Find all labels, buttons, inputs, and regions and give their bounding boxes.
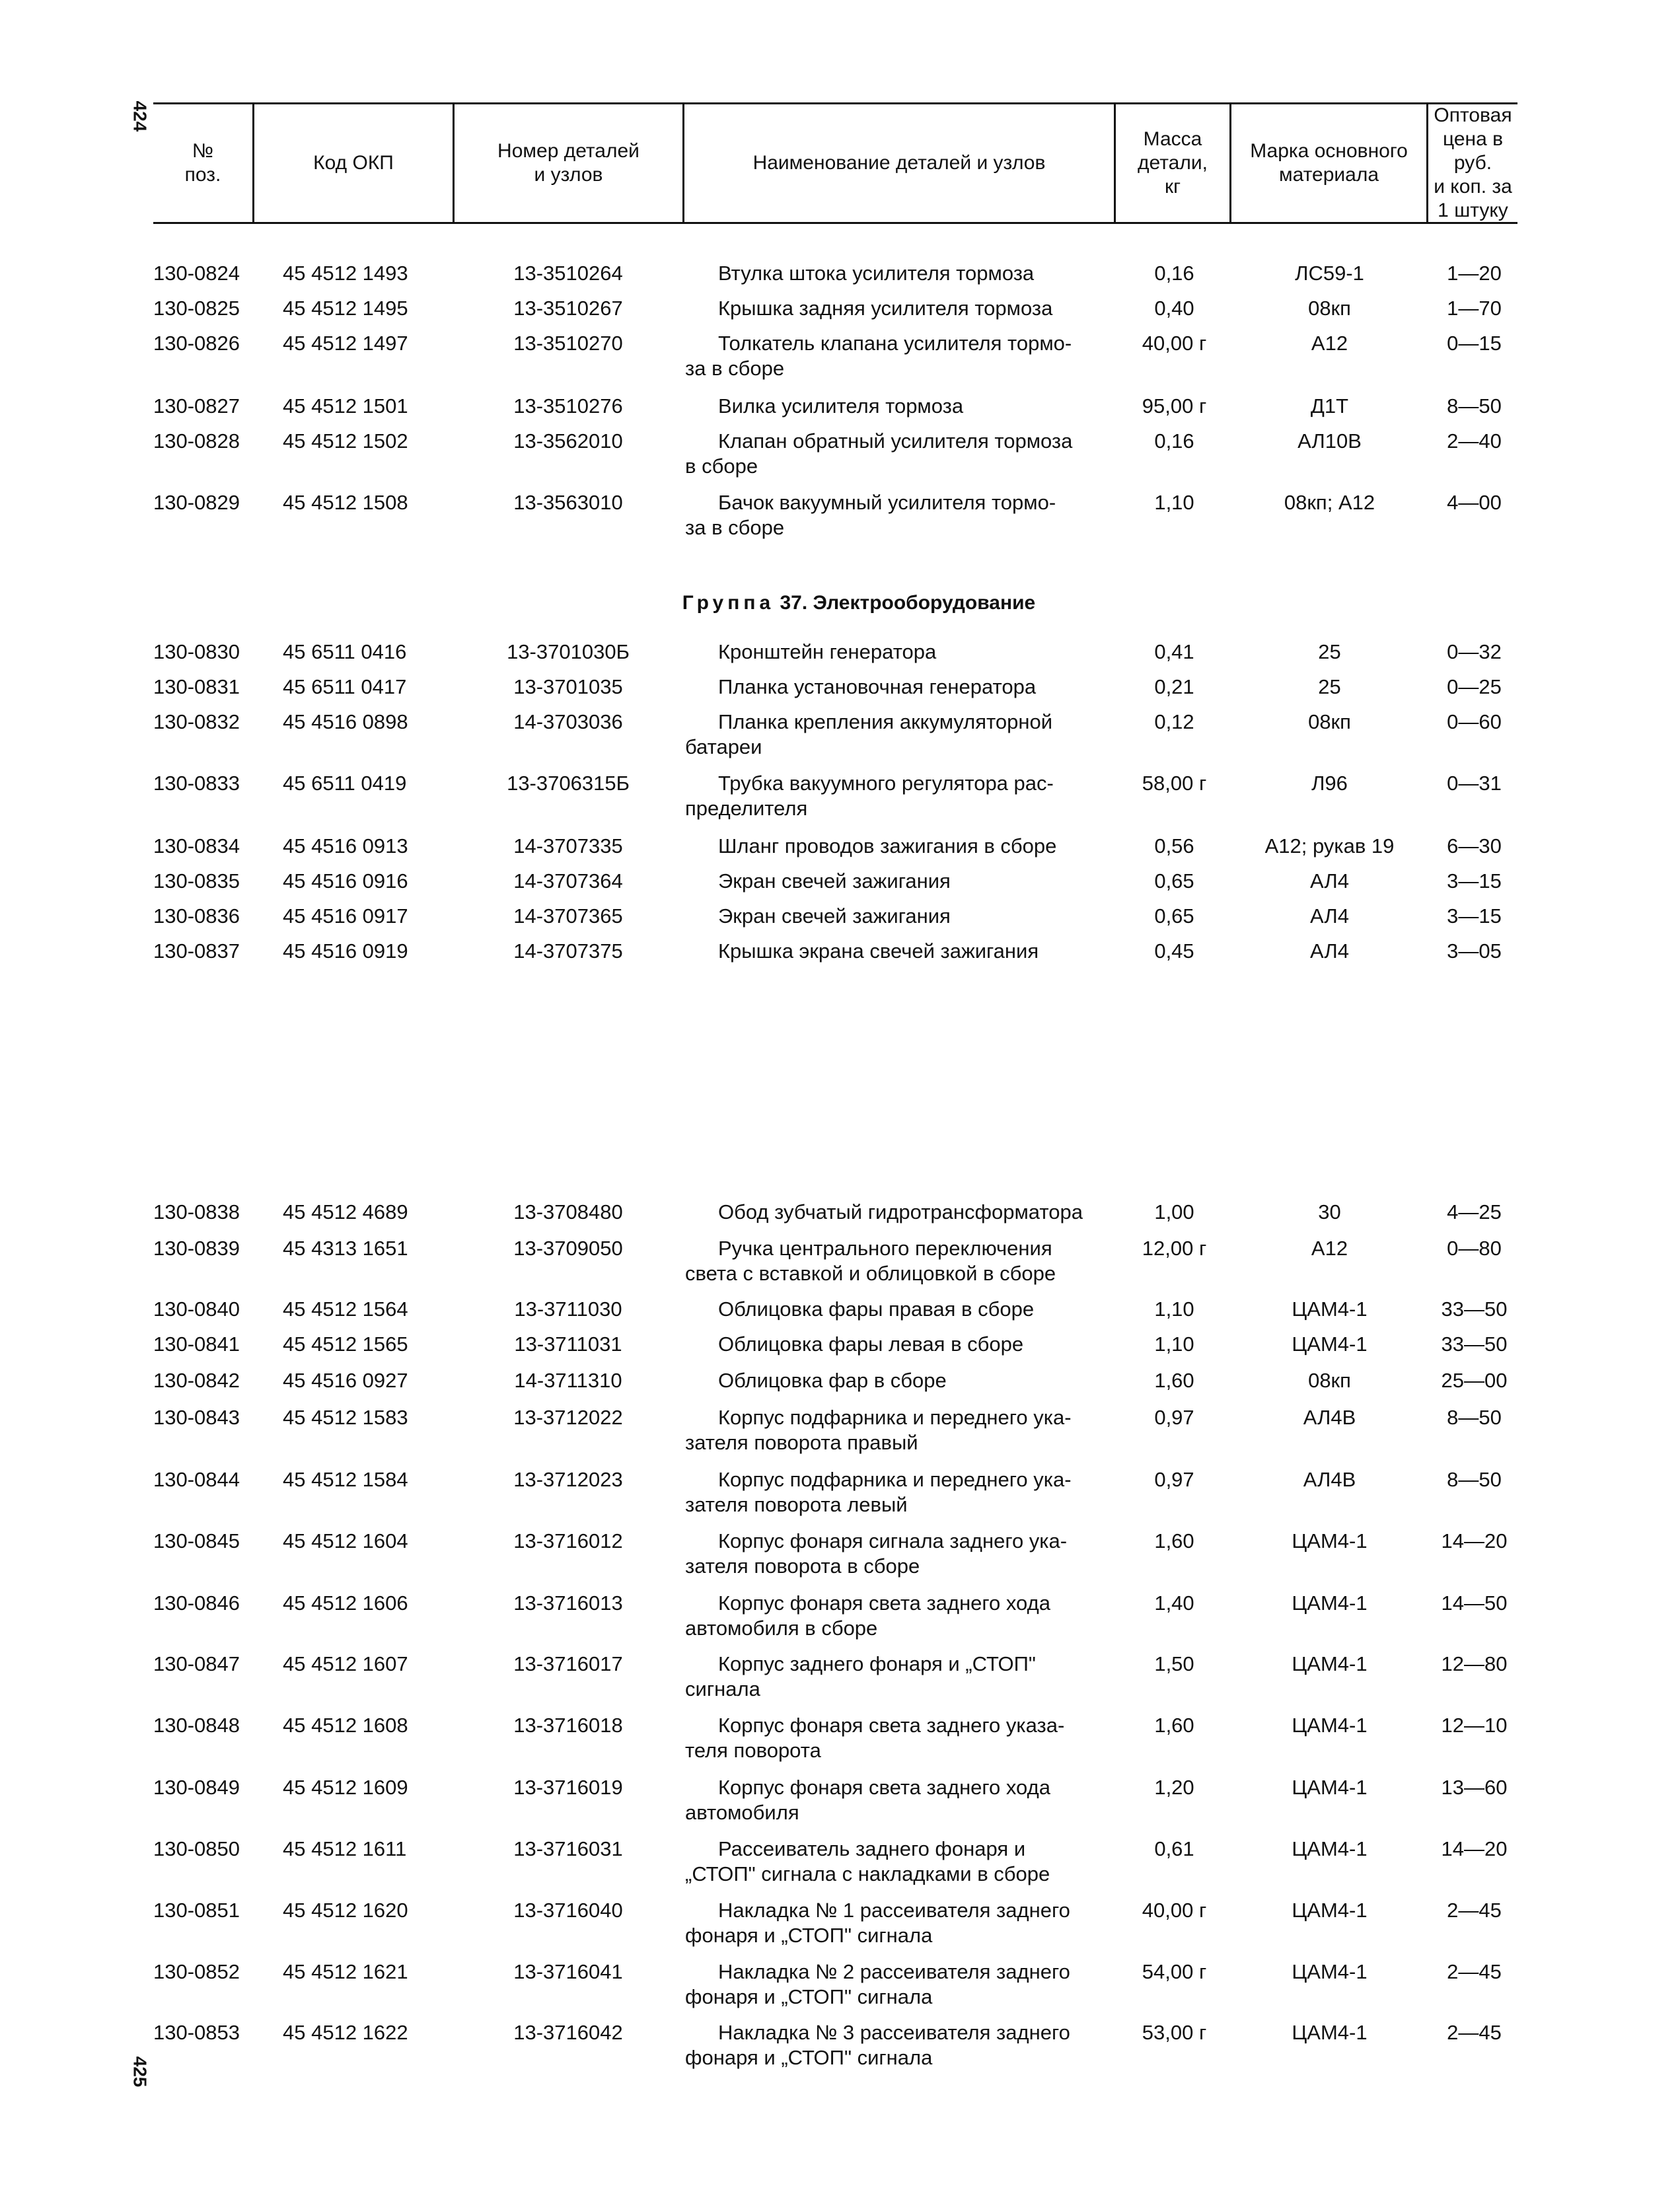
mass-cell: 0,97 <box>1154 1468 1194 1491</box>
part-name-cell <box>685 939 1108 964</box>
header-mass: Масса детали, кг <box>1138 128 1208 198</box>
material-cell: А12; рукав 19 <box>1264 834 1395 857</box>
price-cell: 2—45 <box>1447 1899 1502 1922</box>
price-cell: 33—50 <box>1441 1297 1508 1321</box>
mass-cell: 1,10 <box>1154 1297 1194 1321</box>
okp-code-cell: 45 4512 1508 <box>283 491 408 514</box>
part-name-line-1: Экран свечей зажигания <box>718 904 951 928</box>
price-cell: 2—45 <box>1447 1960 1502 1983</box>
position-cell: 130-0853 <box>153 2021 240 2044</box>
part-name-line-1: Крышка экрана свечей зажигания <box>718 939 1039 963</box>
material-cell: 30 <box>1318 1200 1341 1223</box>
position-cell: 130-0836 <box>153 904 240 928</box>
part-name-cell <box>685 1713 1108 1763</box>
part-name-line-1: Втулка штока усилителя тормоза <box>718 262 1035 285</box>
mass-cell: 95,00 г <box>1142 394 1207 418</box>
mass-cell: 1,10 <box>1154 491 1194 514</box>
part-name-cell <box>685 1898 1108 1948</box>
part-name-line-2: зателя поворота левый <box>685 1493 908 1516</box>
material-cell: АЛ4 <box>1310 904 1349 928</box>
material-cell: А12 <box>1311 1237 1348 1260</box>
price-cell: 14—20 <box>1441 1837 1508 1860</box>
part-name-cell <box>685 490 1108 540</box>
part-name-line-2: автомобиля <box>685 1801 799 1824</box>
part-name-line-1: Планка крепления аккумуляторной <box>718 710 1053 733</box>
part-name-line-1: Ручка центрального переключения <box>718 1237 1052 1260</box>
okp-code-cell: 45 4512 4689 <box>283 1200 408 1223</box>
part-name-line-1: Вилка усилителя тормоза <box>718 394 964 418</box>
material-cell: ЦАМ4-1 <box>1292 1332 1368 1356</box>
header-material: Марка основного материала <box>1250 140 1408 186</box>
mass-cell: 1,40 <box>1154 1591 1194 1615</box>
part-number-cell: 13-3716042 <box>513 2021 623 2044</box>
header-part-number: Номер деталей и узлов <box>497 140 639 186</box>
material-cell: 25 <box>1318 640 1341 663</box>
part-name-line-1: Корпус заднего фонаря и „СТОП" <box>718 1652 1036 1675</box>
part-name-cell <box>685 261 1108 286</box>
price-cell: 1—70 <box>1447 297 1502 320</box>
price-cell: 0—80 <box>1447 1237 1502 1260</box>
position-cell: 130-0832 <box>153 710 240 733</box>
mass-cell: 54,00 г <box>1142 1960 1207 1983</box>
price-cell: 1—20 <box>1447 262 1502 285</box>
position-cell: 130-0826 <box>153 332 240 355</box>
part-name-line-1: Облицовка фары левая в сборе <box>718 1332 1024 1356</box>
part-name-line-1: Экран свечей зажигания <box>718 869 951 893</box>
part-name-cell <box>685 639 1108 665</box>
part-number-cell: 13-3712022 <box>513 1406 623 1429</box>
mass-cell: 1,00 <box>1154 1200 1194 1223</box>
part-name-line-1: Корпус фонаря света заднего указа- <box>718 1714 1065 1737</box>
part-number-cell: 13-3510276 <box>513 394 623 418</box>
mass-cell: 12,00 г <box>1142 1237 1207 1260</box>
okp-code-cell: 45 4512 1620 <box>283 1899 408 1922</box>
part-name-line-1: Корпус фонаря сигнала заднего ука- <box>718 1529 1068 1552</box>
part-name-cell <box>685 331 1108 381</box>
position-cell: 130-0831 <box>153 675 240 698</box>
price-cell: 2—45 <box>1447 2021 1502 2044</box>
okp-code-cell: 45 4516 0917 <box>283 904 408 928</box>
mass-cell: 0,45 <box>1154 939 1194 963</box>
part-name-cell <box>685 1652 1108 1702</box>
part-name-line-1: Кронштейн генератора <box>718 640 937 663</box>
position-cell: 130-0837 <box>153 939 240 963</box>
part-name-line-2: батареи <box>685 735 762 758</box>
position-cell: 130-0825 <box>153 297 240 320</box>
position-cell: 130-0829 <box>153 491 240 514</box>
okp-code-cell: 45 4512 1622 <box>283 2021 408 2044</box>
part-name-line-1: Планка установочная генератора <box>718 675 1037 698</box>
part-name-line-2: фонаря и „СТОП" сигнала <box>685 2046 933 2069</box>
position-cell: 130-0824 <box>153 262 240 285</box>
position-cell: 130-0846 <box>153 1591 240 1615</box>
price-cell: 14—50 <box>1441 1591 1508 1615</box>
part-number-cell: 13-3716041 <box>513 1960 623 1983</box>
part-name-line-1: Трубка вакуумного регулятора рас- <box>718 772 1054 795</box>
mass-cell: 1,60 <box>1154 1714 1194 1737</box>
position-cell: 130-0830 <box>153 640 240 663</box>
position-cell: 130-0844 <box>153 1468 240 1491</box>
part-name-cell <box>685 1200 1108 1225</box>
part-name-cell <box>685 1297 1108 1322</box>
okp-code-cell: 45 4512 1608 <box>283 1714 408 1737</box>
part-name-line-1: Облицовка фар в сборе <box>718 1369 947 1392</box>
price-cell: 0—25 <box>1447 675 1502 698</box>
part-name-line-1: Корпус подфарника и переднего ука- <box>718 1406 1072 1429</box>
mass-cell: 1,60 <box>1154 1529 1194 1552</box>
mass-cell: 0,12 <box>1154 710 1194 733</box>
part-name-line-2: за в сборе <box>685 357 785 380</box>
mass-cell: 40,00 г <box>1142 332 1207 355</box>
part-number-cell: 13-3716013 <box>513 1591 623 1615</box>
position-cell: 130-0839 <box>153 1237 240 1260</box>
part-number-cell: 13-3708480 <box>513 1200 623 1223</box>
mass-cell: 0,65 <box>1154 869 1194 893</box>
position-cell: 130-0851 <box>153 1899 240 1922</box>
position-cell: 130-0834 <box>153 834 240 857</box>
part-name-line-1: Корпус фонаря света заднего хода <box>718 1591 1050 1615</box>
price-cell: 12—10 <box>1441 1714 1508 1737</box>
okp-code-cell: 45 4516 0916 <box>283 869 408 893</box>
mass-cell: 0,21 <box>1154 675 1194 698</box>
part-name-cell <box>685 1529 1108 1579</box>
header-okp-code: Код ОКП <box>313 152 394 174</box>
page-number-right: 425 <box>129 2056 151 2088</box>
mass-cell: 53,00 г <box>1142 2021 1207 2044</box>
position-cell: 130-0838 <box>153 1200 240 1223</box>
price-cell: 6—30 <box>1447 834 1502 857</box>
position-cell: 130-0835 <box>153 869 240 893</box>
part-number-cell: 13-3712023 <box>513 1468 623 1491</box>
part-name-line-1: Корпус фонаря света заднего хода <box>718 1776 1050 1799</box>
material-cell: АЛ4В <box>1303 1468 1356 1491</box>
part-number-cell: 14-3707375 <box>513 939 623 963</box>
okp-code-cell: 45 4512 1584 <box>283 1468 408 1491</box>
material-cell: 08кп <box>1308 1369 1351 1392</box>
material-cell: ЦАМ4-1 <box>1292 1960 1368 1983</box>
part-number-cell: 14-3707364 <box>513 869 623 893</box>
header-price: Оптовая цена в руб. и коп. за 1 штуку <box>1434 104 1512 221</box>
mass-cell: 1,10 <box>1154 1332 1194 1356</box>
mass-cell: 0,56 <box>1154 834 1194 857</box>
material-cell: А12 <box>1311 332 1348 355</box>
part-number-cell: 13-3701030Б <box>507 640 630 663</box>
mass-cell: 1,50 <box>1154 1652 1194 1675</box>
material-cell: 08кп <box>1308 710 1351 733</box>
okp-code-cell: 45 4512 1609 <box>283 1776 408 1799</box>
part-name-line-1: Бачок вакуумный усилителя тормо- <box>718 491 1056 514</box>
material-cell: АЛ4 <box>1310 869 1349 893</box>
okp-code-cell: 45 4512 1501 <box>283 394 408 418</box>
position-cell: 130-0848 <box>153 1714 240 1737</box>
part-name-cell <box>685 1467 1108 1517</box>
position-cell: 130-0849 <box>153 1776 240 1799</box>
mass-cell: 40,00 г <box>1142 1899 1207 1922</box>
position-cell: 130-0852 <box>153 1960 240 1983</box>
mass-cell: 0,61 <box>1154 1837 1194 1860</box>
position-cell: 130-0840 <box>153 1297 240 1321</box>
mass-cell: 58,00 г <box>1142 772 1207 795</box>
part-name-line-2: „СТОП" сигнала с накладками в сборе <box>685 1862 1050 1885</box>
material-cell: ЛС59-1 <box>1295 262 1364 285</box>
price-cell: 0—60 <box>1447 710 1502 733</box>
part-number-cell: 14-3711310 <box>514 1369 622 1392</box>
position-cell: 130-0827 <box>153 394 240 418</box>
part-name-cell <box>685 2020 1108 2070</box>
part-number-cell: 14-3707365 <box>513 904 623 928</box>
okp-code-cell: 45 4512 1497 <box>283 332 408 355</box>
price-cell: 0—15 <box>1447 332 1502 355</box>
material-cell: ЦАМ4-1 <box>1292 1714 1368 1737</box>
price-cell: 8—50 <box>1447 394 1502 418</box>
part-number-cell: 14-3707335 <box>513 834 623 857</box>
mass-cell: 0,40 <box>1154 297 1194 320</box>
okp-code-cell: 45 6511 0416 <box>283 640 407 663</box>
okp-code-cell: 45 4512 1607 <box>283 1652 408 1675</box>
okp-code-cell: 45 4512 1564 <box>283 1297 408 1321</box>
part-number-cell: 13-3510267 <box>513 297 623 320</box>
part-name-cell <box>685 1591 1108 1641</box>
mass-cell: 1,20 <box>1154 1776 1194 1799</box>
material-cell: ЦАМ4-1 <box>1292 1776 1368 1799</box>
table-header <box>153 102 1517 224</box>
price-cell: 13—60 <box>1441 1776 1508 1799</box>
part-name-line-1: Облицовка фары правая в сборе <box>718 1297 1035 1321</box>
price-cell: 33—50 <box>1441 1332 1508 1356</box>
part-number-cell: 13-3701035 <box>513 675 623 698</box>
part-number-cell: 13-3706315Б <box>507 772 630 795</box>
price-cell: 3—15 <box>1447 869 1502 893</box>
okp-code-cell: 45 4512 1493 <box>283 262 408 285</box>
okp-code-cell: 45 4512 1606 <box>283 1591 408 1615</box>
price-cell: 8—50 <box>1447 1468 1502 1491</box>
group-label: Группа <box>682 592 775 614</box>
part-name-line-2: за в сборе <box>685 516 785 539</box>
part-name-line-1: Крышка задняя усилителя тормоза <box>718 297 1053 320</box>
header-part-name: Наименование деталей и узлов <box>752 152 1046 174</box>
part-name-line-1: Обод зубчатый гидротрансформатора <box>718 1200 1083 1223</box>
okp-code-cell: 45 4516 0913 <box>283 834 408 857</box>
part-name-line-1: Рассеиватель заднего фонаря и <box>718 1837 1026 1860</box>
part-name-cell <box>685 429 1108 479</box>
part-name-line-1: Накладка № 3 рассеивателя заднего <box>718 2021 1070 2044</box>
part-number-cell: 13-3510270 <box>513 332 623 355</box>
material-cell: ЦАМ4-1 <box>1292 1837 1368 1860</box>
okp-code-cell: 45 4512 1611 <box>283 1837 407 1860</box>
part-name-cell <box>685 1368 1108 1393</box>
part-number-cell: 13-3711030 <box>514 1297 622 1321</box>
mass-cell: 0,16 <box>1154 429 1194 453</box>
part-number-cell: 13-3716018 <box>513 1714 623 1737</box>
price-cell: 12—80 <box>1441 1652 1508 1675</box>
part-name-line-1: Шланг проводов зажигания в сборе <box>718 834 1057 857</box>
material-cell: ЦАМ4-1 <box>1292 1899 1368 1922</box>
okp-code-cell: 45 4313 1651 <box>283 1237 408 1260</box>
part-name-line-2: в сборе <box>685 455 758 478</box>
part-name-line-2: сигнала <box>685 1677 760 1700</box>
position-cell: 130-0847 <box>153 1652 240 1675</box>
position-cell: 130-0841 <box>153 1332 240 1356</box>
mass-cell: 0,65 <box>1154 904 1194 928</box>
position-cell: 130-0842 <box>153 1369 240 1392</box>
material-cell: 25 <box>1318 675 1341 698</box>
page-number-left: 424 <box>129 100 151 132</box>
okp-code-cell: 45 4512 1621 <box>283 1960 408 1983</box>
part-name-line-2: теля поворота <box>685 1739 821 1762</box>
part-number-cell: 13-3716040 <box>513 1899 623 1922</box>
part-name-cell <box>685 1959 1108 2010</box>
part-name-line-2: света с вставкой и облицовкой в сборе <box>685 1262 1056 1285</box>
header-position: № поз. <box>184 140 221 186</box>
price-cell: 0—32 <box>1447 640 1502 663</box>
part-number-cell: 13-3716019 <box>513 1776 623 1799</box>
group-title: 37. Электрооборудование <box>780 592 1036 614</box>
price-cell: 4—00 <box>1447 491 1502 514</box>
part-number-cell: 13-3709050 <box>513 1237 623 1260</box>
part-number-cell: 13-3716031 <box>513 1837 623 1860</box>
part-name-cell <box>685 710 1108 760</box>
part-number-cell: 14-3703036 <box>513 710 623 733</box>
part-name-cell <box>685 296 1108 321</box>
mass-cell: 0,41 <box>1154 640 1194 663</box>
price-cell: 2—40 <box>1447 429 1502 453</box>
material-cell: Л96 <box>1311 772 1348 795</box>
position-cell: 130-0843 <box>153 1406 240 1429</box>
mass-cell: 0,97 <box>1154 1406 1194 1429</box>
price-cell: 14—20 <box>1441 1529 1508 1552</box>
part-name-cell <box>685 904 1108 929</box>
part-name-line-1: Клапан обратный усилителя тормоза <box>718 429 1073 453</box>
material-cell: АЛ4 <box>1310 939 1349 963</box>
okp-code-cell: 45 4512 1502 <box>283 429 408 453</box>
part-number-cell: 13-3716012 <box>513 1529 623 1552</box>
material-cell: ЦАМ4-1 <box>1292 1529 1368 1552</box>
part-name-line-2: фонаря и „СТОП" сигнала <box>685 1985 933 2008</box>
price-cell: 8—50 <box>1447 1406 1502 1429</box>
part-name-cell <box>685 1837 1108 1887</box>
part-name-cell <box>685 834 1108 859</box>
part-name-line-2: зателя поворота правый <box>685 1431 918 1454</box>
price-cell: 0—31 <box>1447 772 1502 795</box>
price-cell: 25—00 <box>1441 1369 1508 1392</box>
part-name-line-1: Толкатель клапана усилителя тормо- <box>718 332 1072 355</box>
price-cell: 3—05 <box>1447 939 1502 963</box>
price-cell: 4—25 <box>1447 1200 1502 1223</box>
position-cell: 130-0828 <box>153 429 240 453</box>
okp-code-cell: 45 4516 0898 <box>283 710 408 733</box>
okp-code-cell: 45 4512 1604 <box>283 1529 408 1552</box>
okp-code-cell: 45 4516 0927 <box>283 1369 408 1392</box>
part-name-line-2: автомобиля в сборе <box>685 1617 878 1640</box>
position-cell: 130-0845 <box>153 1529 240 1552</box>
part-name-line-1: Корпус подфарника и переднего ука- <box>718 1468 1072 1491</box>
material-cell: ЦАМ4-1 <box>1292 1652 1368 1675</box>
okp-code-cell: 45 4512 1565 <box>283 1332 408 1356</box>
material-cell: ЦАМ4-1 <box>1292 1297 1368 1321</box>
material-cell: ЦАМ4-1 <box>1292 1591 1368 1615</box>
part-name-cell <box>685 869 1108 894</box>
group-heading <box>661 592 1057 614</box>
part-name-line-1: Накладка № 1 рассеивателя заднего <box>718 1899 1070 1922</box>
part-name-cell <box>685 394 1108 419</box>
part-name-cell <box>685 675 1108 700</box>
okp-code-cell: 45 4512 1583 <box>283 1406 408 1429</box>
part-number-cell: 13-3563010 <box>513 491 623 514</box>
part-name-line-1: Накладка № 2 рассеивателя заднего <box>718 1960 1070 1983</box>
part-name-line-2: зателя поворота в сборе <box>685 1554 920 1578</box>
price-cell: 3—15 <box>1447 904 1502 928</box>
mass-cell: 0,16 <box>1154 262 1194 285</box>
part-name-cell <box>685 1332 1108 1357</box>
okp-code-cell: 45 4516 0919 <box>283 939 408 963</box>
part-name-cell <box>685 1236 1108 1286</box>
part-number-cell: 13-3510264 <box>513 262 623 285</box>
position-cell: 130-0850 <box>153 1837 240 1860</box>
material-cell: АЛ4В <box>1303 1406 1356 1429</box>
material-cell: 08кп; А12 <box>1284 491 1375 514</box>
part-name-line-2: пределителя <box>685 797 808 820</box>
okp-code-cell: 45 6511 0417 <box>283 675 407 698</box>
mass-cell: 1,60 <box>1154 1369 1194 1392</box>
material-cell: ЦАМ4-1 <box>1292 2021 1368 2044</box>
part-name-cell <box>685 1405 1108 1455</box>
material-cell: 08кп <box>1308 297 1351 320</box>
material-cell: Д1Т <box>1310 394 1349 418</box>
part-number-cell: 13-3716017 <box>513 1652 623 1675</box>
part-name-cell <box>685 771 1108 821</box>
part-number-cell: 13-3711031 <box>514 1332 622 1356</box>
okp-code-cell: 45 4512 1495 <box>283 297 408 320</box>
part-name-cell <box>685 1775 1108 1825</box>
position-cell: 130-0833 <box>153 772 240 795</box>
part-name-line-2: фонаря и „СТОП" сигнала <box>685 1924 933 1947</box>
okp-code-cell: 45 6511 0419 <box>283 772 407 795</box>
part-number-cell: 13-3562010 <box>513 429 623 453</box>
material-cell: АЛ10В <box>1297 429 1362 453</box>
